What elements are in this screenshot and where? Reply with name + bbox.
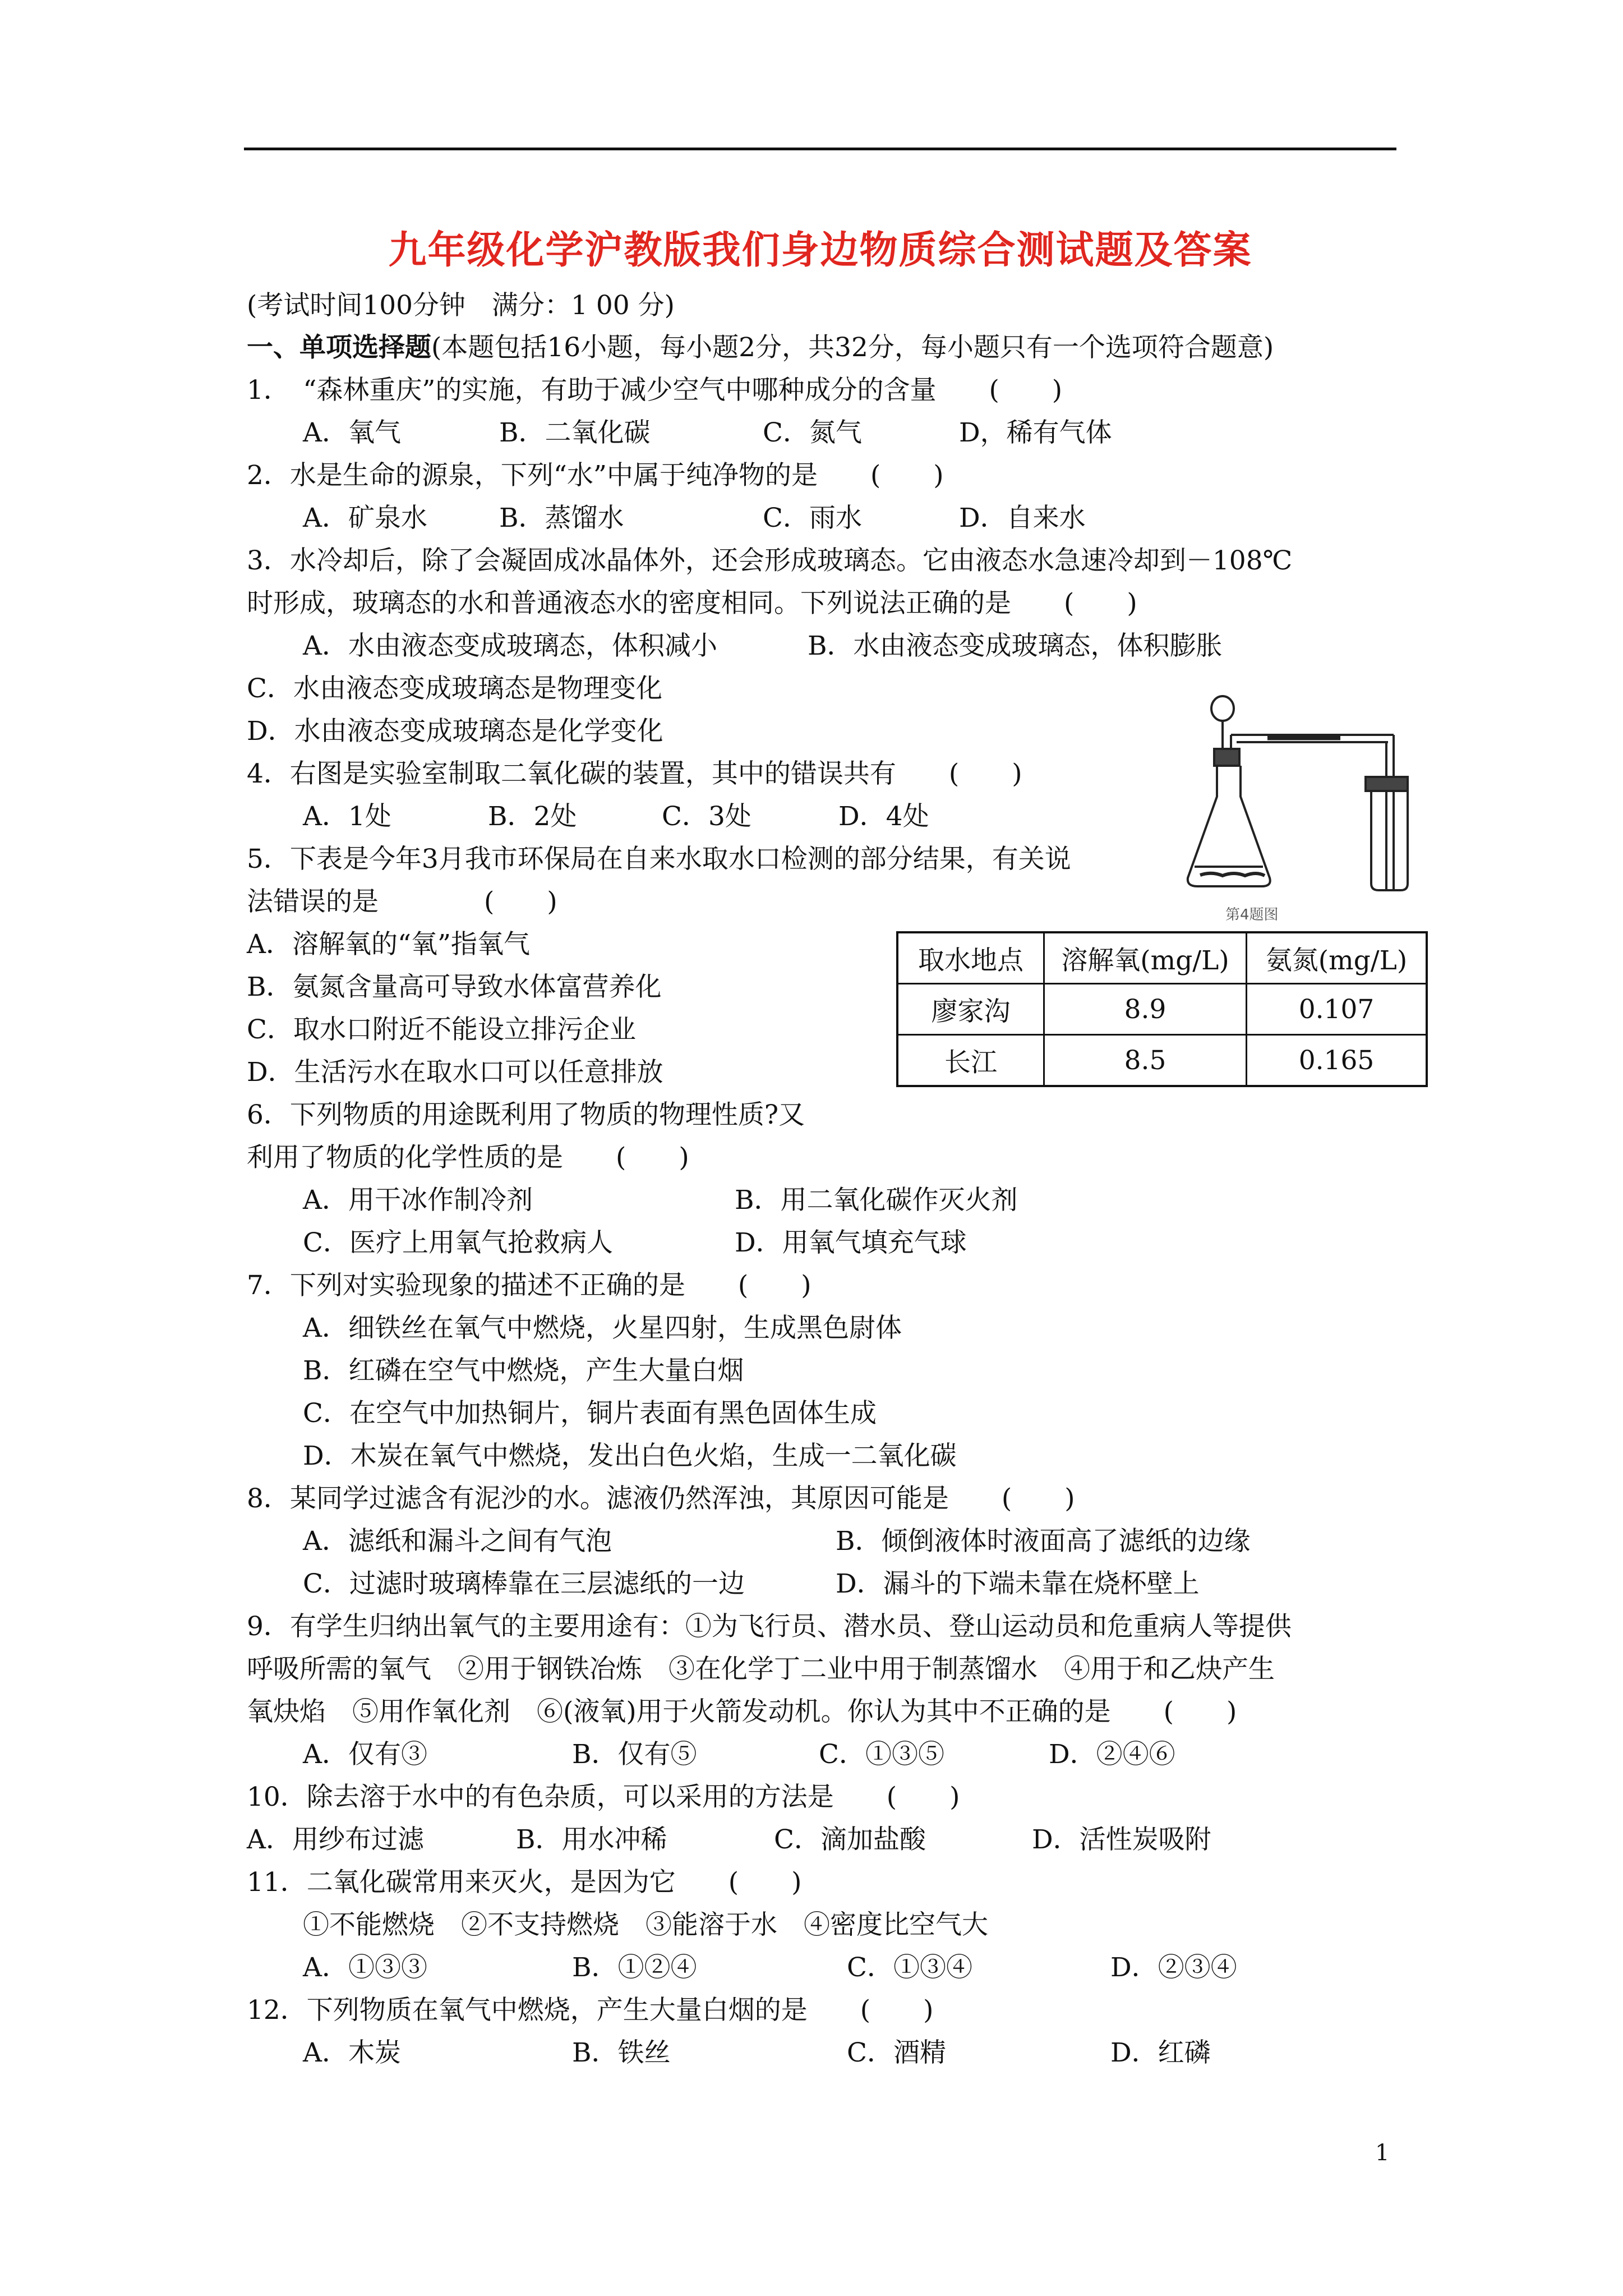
table-header-cell: 氨氮(mg/L) — [1247, 932, 1427, 984]
question-2: 2．水是生命的源泉，下列“水”中属于纯净物的是 ( ) — [247, 460, 944, 491]
q5-option-c: C．取水口附近不能设立排污企业 — [247, 1014, 636, 1045]
section-title: 一、单项选择题 — [247, 332, 431, 363]
q6-option-d: D．用氧气填充气球 — [735, 1227, 967, 1258]
q8-option-d: D．漏斗的下端未靠在烧杯壁上 — [836, 1568, 1200, 1599]
question-9-line-3: 氧炔焰 ⑤用作氧化剂 ⑥(液氧)用于火箭发动机。你认为其中不正确的是 ( ) — [247, 1696, 1237, 1727]
q6-option-a: A．用干冰作制冷剂 — [303, 1185, 533, 1216]
water-quality-table — [896, 931, 1428, 1087]
q6-option-c: C．医疗上用氧气抢救病人 — [303, 1227, 613, 1258]
q8-option-a: A．滤纸和漏斗之间有气泡 — [303, 1526, 612, 1557]
q5-option-a: A．溶解氧的“氧”指氧气 — [247, 929, 530, 960]
q4-option-d: D．4处 — [838, 801, 929, 832]
q12-option-c: C．酒精 — [847, 2037, 946, 2068]
q9-option-d: D．②④⑥ — [1049, 1739, 1175, 1770]
question-11: 11．二氧化碳常用来灭火，是因为它 ( ) — [247, 1867, 802, 1898]
q9-option-a: A．仅有③ — [303, 1739, 427, 1770]
table-row — [897, 984, 1427, 1035]
q7-option-c: C．在空气中加热铜片，铜片表面有黑色固体生成 — [303, 1398, 877, 1429]
q11-statements: ①不能燃烧 ②不支持燃烧 ③能溶于水 ④密度比空气大 — [303, 1910, 988, 1940]
question-10: 10．除去溶于水中的有色杂质，可以采用的方法是 ( ) — [247, 1782, 960, 1812]
q9-option-c: C．①③⑤ — [819, 1739, 944, 1770]
q7-option-d: D．木炭在氧气中燃烧，发出白色火焰，生成一二氧化碳 — [303, 1441, 957, 1471]
q3-option-b: B．水由液态变成玻璃态，体积膨胀 — [808, 631, 1223, 661]
q10-option-c: C．滴加盐酸 — [774, 1824, 926, 1855]
q2-option-a: A．矿泉水 — [303, 503, 427, 533]
question-3-line-1: 3．水冷却后，除了会凝固成冰晶体外，还会形成玻璃态。它由液态水急速冷却到－108℃ — [247, 545, 1293, 576]
q11-option-d: D．②③④ — [1110, 1952, 1237, 1983]
table-cell: 0.165 — [1247, 1035, 1427, 1087]
q4-option-c: C．3处 — [662, 801, 751, 832]
q12-option-a: A．木炭 — [303, 2037, 401, 2068]
q2-option-c: C．雨水 — [763, 503, 862, 533]
q4-option-a: A．1处 — [303, 801, 391, 832]
section-note: (本题包括16小题，每小题2分，共32分，每小题只有一个选项符合题意) — [431, 332, 1274, 363]
question-1: 1． “森林重庆”的实施，有助于减少空气中哪种成分的含量 ( ) — [247, 375, 1063, 406]
question-7: 7．下列对实验现象的描述不正确的是 ( ) — [247, 1270, 811, 1301]
table-cell: 廖家沟 — [897, 984, 1044, 1035]
q10-option-b: B．用水冲稀 — [516, 1824, 667, 1855]
q12-option-b: B．铁丝 — [572, 2037, 671, 2068]
question-12: 12．下列物质在氧气中燃烧，产生大量白烟的是 ( ) — [247, 1995, 934, 2026]
question-8: 8．某同学过滤含有泥沙的水。滤液仍然浑浊，其原因可能是 ( ) — [247, 1483, 1075, 1514]
table-header-cell: 溶解氧(mg/L) — [1044, 932, 1247, 984]
page-number: 1 — [1375, 2140, 1390, 2166]
q11-option-b: B．①②④ — [572, 1952, 697, 1983]
table-cell: 8.5 — [1044, 1035, 1247, 1087]
q10-option-d: D．活性炭吸附 — [1032, 1824, 1211, 1855]
question-6-line-1: 6．下列物质的用途既利用了物质的物理性质?又 — [247, 1099, 805, 1130]
question-9-line-2: 呼吸所需的氧气 ②用于钢铁冶炼 ③在化学丁二业中用于制蒸馏水 ④用于和乙炔产生 — [247, 1654, 1275, 1685]
q10-option-a: A．用纱布过滤 — [247, 1824, 424, 1855]
table-cell: 8.9 — [1044, 984, 1247, 1035]
q1-option-d: D，稀有气体 — [959, 417, 1112, 448]
q2-option-d: D．自来水 — [959, 503, 1086, 533]
q1-option-c: C．氮气 — [763, 417, 862, 448]
q4-option-b: B．2处 — [488, 801, 577, 832]
question-5-line-2: 法错误的是 ( ) — [247, 886, 557, 917]
q11-option-a: A．①③③ — [303, 1952, 427, 1983]
q8-option-b: B．倾倒液体时液面高了滤纸的边缘 — [836, 1526, 1251, 1557]
page-title: 九年级化学沪教版我们身边物质综合测试题及答案 — [388, 228, 1252, 273]
q1-option-b: B．二氧化碳 — [499, 417, 651, 448]
q5-option-d: D．生活污水在取水口可以任意排放 — [247, 1057, 663, 1088]
q11-option-c: C．①③④ — [847, 1952, 972, 1983]
figure-caption: 第4题图 — [1225, 907, 1279, 923]
q9-option-b: B．仅有⑤ — [572, 1739, 697, 1770]
table-cell: 0.107 — [1247, 984, 1427, 1035]
q6-option-b: B．用二氧化碳作灭火剂 — [735, 1185, 1018, 1216]
question-3-line-2: 时形成，玻璃态的水和普通液态水的密度相同。下列说法正确的是 ( ) — [247, 588, 1137, 619]
q3-option-d: D．水由液态变成玻璃态是化学变化 — [247, 716, 663, 747]
section-heading — [247, 331, 1274, 365]
question-9-line-1: 9．有学生归纳出氧气的主要用途有：①为飞行员、潜水员、登山运动员和危重病人等提供 — [247, 1611, 1292, 1642]
q3-option-c: C．水由液态变成玻璃态是物理变化 — [247, 673, 662, 704]
q8-option-c: C．过滤时玻璃棒靠在三层滤纸的一边 — [303, 1568, 745, 1599]
question-6-line-2: 利用了物质的化学性质的是 ( ) — [247, 1142, 689, 1173]
table-header-cell: 取水地点 — [897, 932, 1044, 984]
header-rule — [244, 148, 1396, 150]
q5-option-b: B．氨氮含量高可导致水体富营养化 — [247, 972, 662, 1002]
table-cell: 长江 — [897, 1035, 1044, 1087]
q3-option-a: A．水由液态变成玻璃态，体积减小 — [303, 631, 717, 661]
table-row — [897, 1035, 1427, 1087]
q7-option-b: B．红磷在空气中燃烧，产生大量白烟 — [303, 1355, 744, 1386]
exam-info: (考试时间100分钟 满分：1 00 分) — [247, 290, 675, 321]
q7-option-a: A．细铁丝在氧气中燃烧，火星四射，生成黑色尉体 — [303, 1313, 902, 1343]
question-4: 4．右图是实验室制取二氧化碳的装置，其中的错误共有 ( ) — [247, 758, 1022, 789]
q1-option-a: A．氧气 — [303, 417, 401, 448]
table-header-row — [897, 932, 1427, 984]
question-5-line-1: 5．下表是今年3月我市环保局在自来水取水口检测的部分结果，有关说 — [247, 844, 1071, 875]
co2-apparatus-figure — [1178, 693, 1424, 900]
q12-option-d: D．红磷 — [1110, 2037, 1211, 2068]
q2-option-b: B．蒸馏水 — [499, 503, 624, 533]
